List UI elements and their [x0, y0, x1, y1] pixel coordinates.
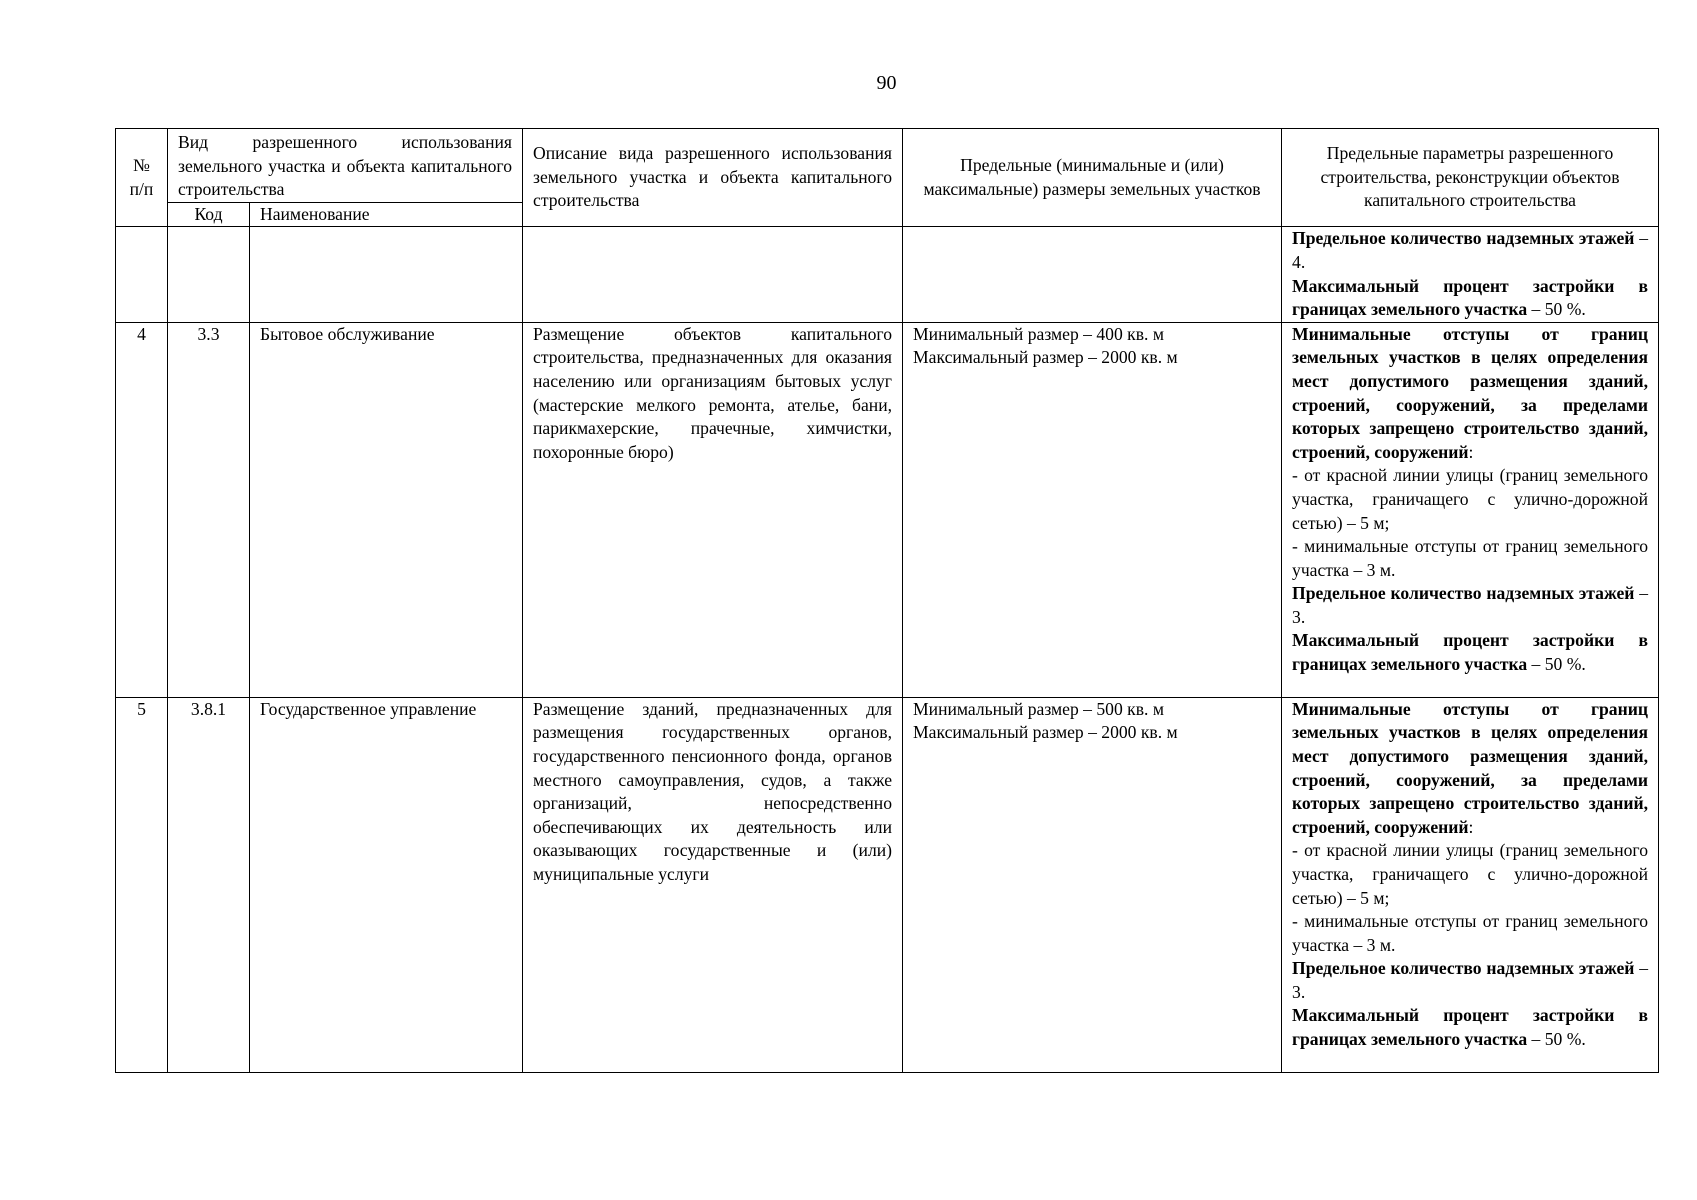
cell-name: Бытовое обслуживание — [250, 322, 523, 697]
cell-sizes — [903, 322, 1282, 697]
cell-params — [1282, 322, 1659, 697]
floors-label: Предельное количество надземных этажей — [1292, 958, 1635, 979]
cell-description: Размещение объектов капитального строительства, предназначенных для оказания населению или организациям бытовых услуг (мастерские мелкого ремонта, ателье, бани, парикмахерские, прачечные, химчистки, похоронные бюро) — [523, 322, 903, 697]
floors-value: – 3. — [1292, 958, 1649, 1002]
header-kind: Вид разрешенного использования земельного участка и объекта капитального строительства — [168, 129, 523, 203]
coverage-label: Максимальный процент застройки в границах земельного участка — [1292, 630, 1649, 675]
coverage-label: Максимальный процент застройки в границах земельного участка — [1292, 1005, 1649, 1050]
header-params: Предельные параметры разрешенного строительства, реконструкции объектов капитального строительства — [1282, 129, 1659, 227]
table-row — [116, 697, 1659, 1072]
size-min: Минимальный размер – 500 кв. м — [913, 698, 1164, 719]
size-max: Максимальный размер – 2000 кв. м — [913, 722, 1178, 743]
coverage-value: – 50 %. — [1527, 299, 1586, 320]
cell-params — [1282, 227, 1659, 322]
header-sizes: Предельные (минимальные и (или) максимальные) размеры земельных участков — [903, 129, 1282, 227]
setback-red-line: - от красной линии улицы (границ земельного участка, граничащего с улично-дорожной сетью) – 5 м; — [1292, 840, 1649, 908]
table-header-row — [116, 129, 1659, 203]
setbacks-line — [1292, 698, 1648, 840]
floors-label: Предельное количество надземных этажей — [1292, 228, 1635, 249]
setbacks-label: Минимальные отступы от границ земельных участков в целях определения мест допустимого размещения зданий, строений, сооружений, за пределами которых запрещено строительство зданий, строений, сооружений — [1292, 698, 1649, 837]
page-number: 90 — [876, 72, 897, 94]
cell-description: Размещение зданий, предназначенных для размещения государственных органов, государственного пенсионного фонда, органов местного самоуправления, судов, а также организаций, непосредственно обеспечивающих их деятельность или оказывающих государственные и (или) муниципальные услуги — [523, 697, 903, 1072]
header-num: № п/п — [116, 129, 168, 227]
cell-description — [523, 227, 903, 322]
cell-params — [1282, 697, 1659, 1072]
coverage-line — [1292, 1004, 1648, 1051]
floors-line — [1292, 227, 1648, 274]
setback-min: - минимальные отступы от границ земельного участка – 3 м. — [1292, 911, 1649, 955]
floors-line — [1292, 957, 1648, 1004]
cell-sizes — [903, 227, 1282, 322]
header-code: Код — [168, 202, 250, 227]
coverage-label: Максимальный процент застройки в границах земельного участка — [1292, 275, 1649, 320]
size-max: Максимальный размер – 2000 кв. м — [913, 347, 1178, 368]
cell-num: 4 — [116, 322, 168, 697]
setbacks-label: Минимальные отступы от границ земельных участков в целях определения мест допустимого размещения зданий, строений, сооружений, за пределами которых запрещено строительство зданий, строений, сооружений — [1292, 323, 1649, 462]
coverage-line — [1292, 275, 1648, 322]
coverage-line — [1292, 629, 1648, 676]
cell-name — [250, 227, 523, 322]
floors-label: Предельное количество надземных этажей — [1292, 583, 1635, 604]
setbacks-colon: : — [1468, 816, 1474, 837]
table-row — [116, 322, 1659, 697]
land-use-table — [115, 128, 1659, 1073]
header-description: Описание вида разрешенного использования земельного участка и объекта капитального строительства — [523, 129, 903, 227]
setback-red-line: - от красной линии улицы (границ земельного участка, граничащего с улично-дорожной сетью) – 5 м; — [1292, 465, 1649, 533]
setbacks-line — [1292, 323, 1648, 465]
floors-line — [1292, 582, 1648, 629]
setbacks-colon: : — [1468, 441, 1474, 462]
coverage-value: – 50 %. — [1527, 1029, 1586, 1050]
cell-num: 5 — [116, 697, 168, 1072]
cell-code: 3.8.1 — [168, 697, 250, 1072]
cell-sizes — [903, 697, 1282, 1072]
header-name: Наименование — [250, 202, 523, 227]
table-row-continued — [116, 227, 1659, 322]
size-min: Минимальный размер – 400 кв. м — [913, 323, 1164, 344]
cell-code: 3.3 — [168, 322, 250, 697]
coverage-value: – 50 %. — [1527, 654, 1586, 675]
cell-num — [116, 227, 168, 322]
floors-value: – 3. — [1292, 583, 1649, 627]
setback-min: - минимальные отступы от границ земельного участка – 3 м. — [1292, 536, 1649, 580]
cell-code — [168, 227, 250, 322]
cell-name: Государственное управление — [250, 697, 523, 1072]
floors-value: – 4. — [1292, 228, 1649, 272]
